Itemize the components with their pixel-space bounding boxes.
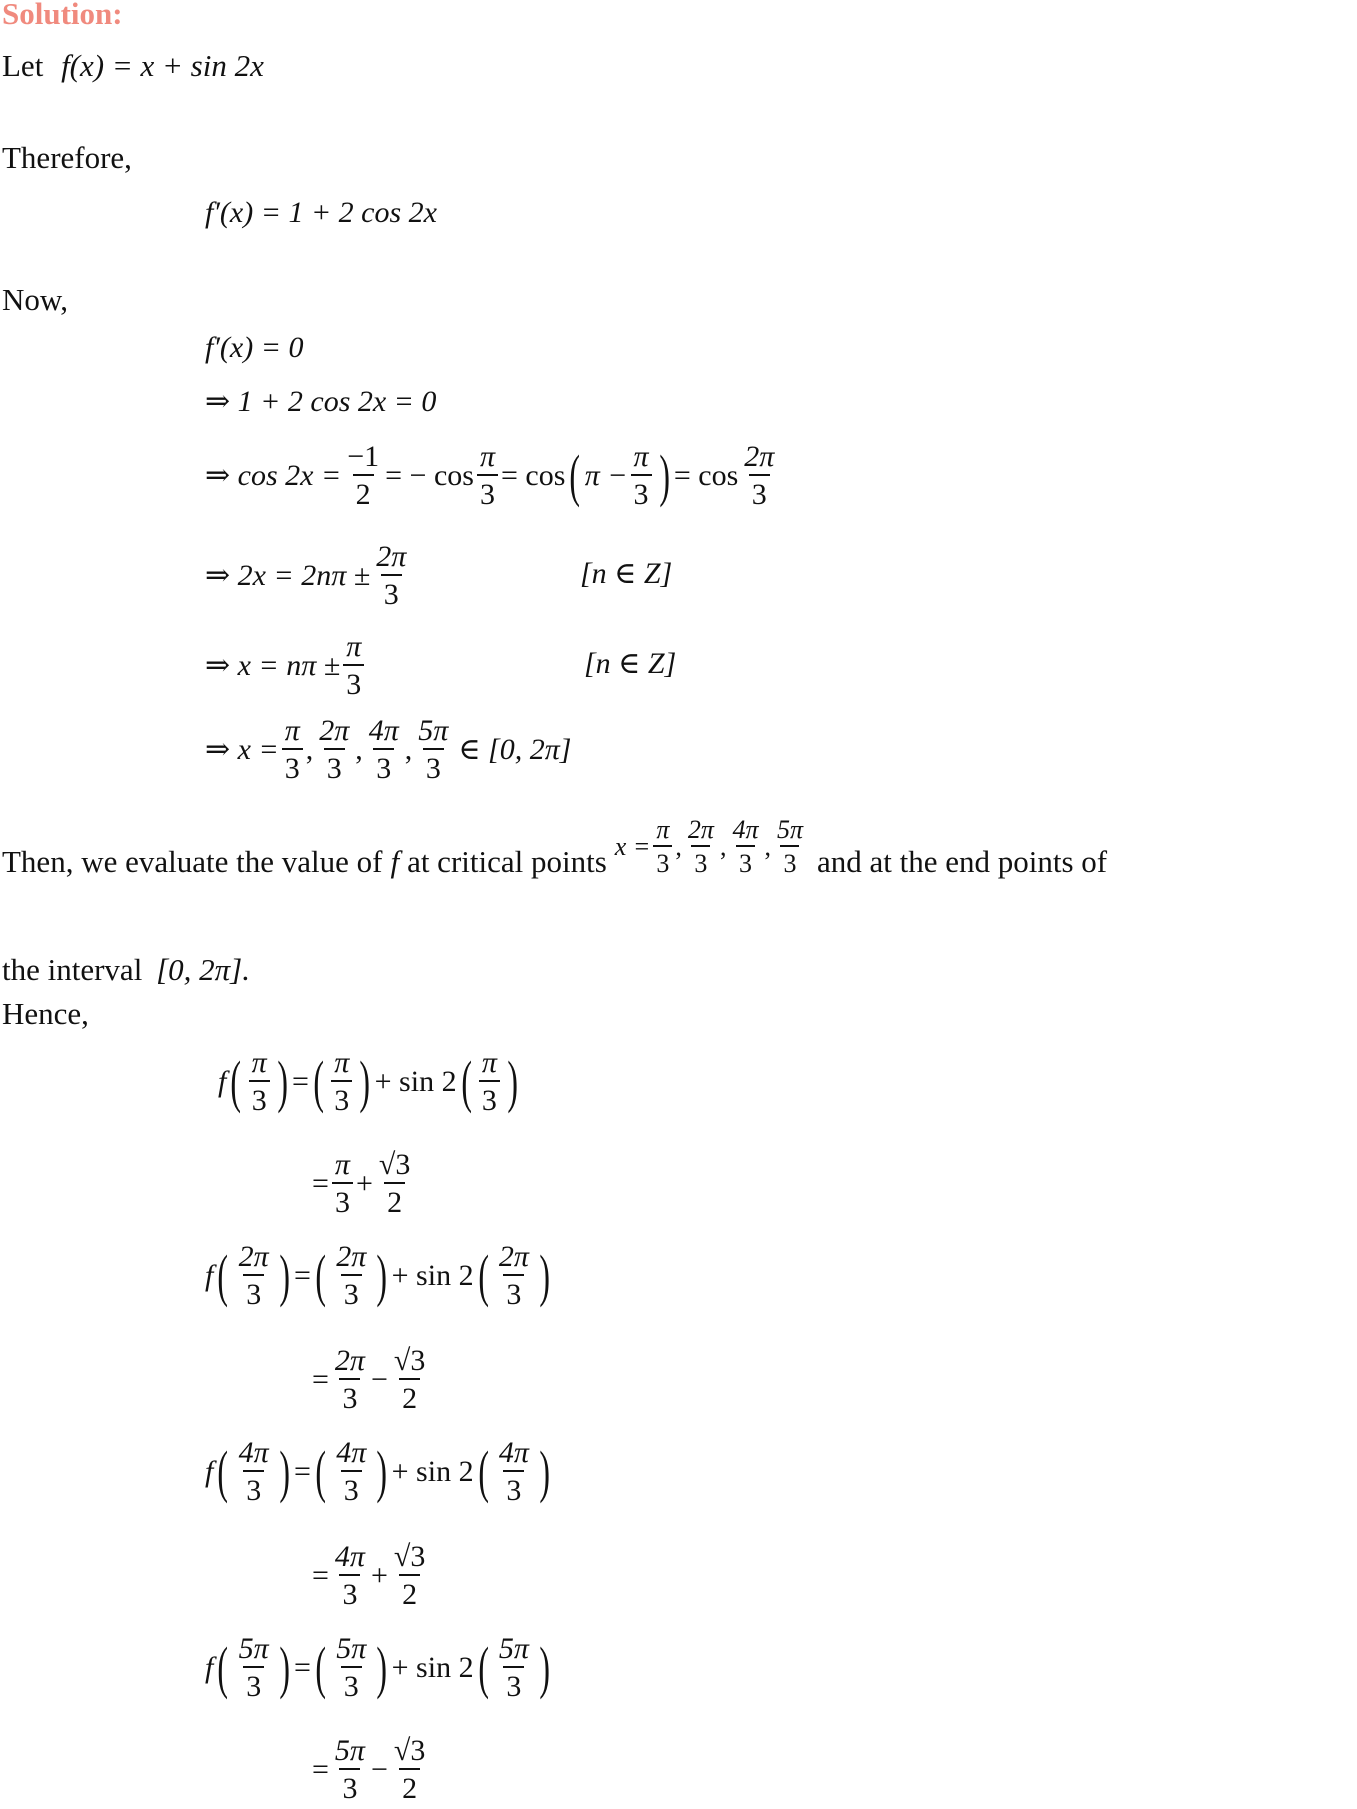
interval-value: [0, 2π]. xyxy=(156,952,250,987)
eval-plus-sin: + sin 2 xyxy=(391,1259,474,1292)
eval-3-definition xyxy=(205,1438,554,1506)
eval-plus-sin: + sin 2 xyxy=(391,1651,474,1684)
step-derivative-zero: f′(x) = 0 xyxy=(205,331,304,364)
fraction xyxy=(236,1634,272,1702)
step5-condition: [n ∈ Z] xyxy=(584,647,677,680)
fraction xyxy=(729,817,761,877)
eval-f: f xyxy=(205,1651,214,1684)
frac-num: √3 xyxy=(393,1734,426,1767)
comma: , xyxy=(764,832,771,861)
right-paren: ) xyxy=(539,1635,550,1700)
frac-num: 2π xyxy=(334,1344,365,1377)
right-paren: ) xyxy=(279,1439,290,1504)
comma: , xyxy=(719,832,727,861)
step-critical-points xyxy=(205,716,571,784)
step6-tail: ∈ [0, 2π] xyxy=(458,733,572,766)
frac-num: √3 xyxy=(393,1540,426,1573)
fraction xyxy=(391,1542,428,1610)
eval-1-result xyxy=(312,1150,416,1218)
eval-sign: − xyxy=(370,1363,388,1396)
frac-num: 4π xyxy=(368,714,399,747)
intro-prefix: Let xyxy=(2,48,44,83)
frac-den: 3 xyxy=(332,1182,353,1218)
frac-num: 2π xyxy=(319,714,350,747)
step3-lead: ⇒ cos 2x = xyxy=(205,459,342,492)
fraction xyxy=(236,1242,272,1310)
frac-den: 2 xyxy=(399,1768,420,1804)
frac-den: 3 xyxy=(341,1470,362,1506)
right-paren: ) xyxy=(507,1049,518,1114)
therefore-label: Therefore, xyxy=(2,140,132,175)
step-general-solution-x xyxy=(205,632,367,700)
frac-den: 3 xyxy=(331,1080,352,1116)
fraction xyxy=(343,632,364,700)
frac-num: 5π xyxy=(334,1734,365,1767)
frac-den: 3 xyxy=(341,1274,362,1310)
fraction xyxy=(415,716,451,784)
frac-den: 3 xyxy=(381,574,402,610)
frac-num: 4π xyxy=(238,1436,269,1469)
comma: , xyxy=(675,832,682,861)
left-paren: ( xyxy=(315,1243,326,1308)
fraction xyxy=(391,1346,428,1414)
step-cos-value xyxy=(205,442,780,510)
left-paren: ( xyxy=(477,1439,489,1504)
fraction xyxy=(477,442,498,510)
frac-num: 5π xyxy=(498,1632,529,1665)
fraction xyxy=(496,1242,532,1310)
frac-den: 2 xyxy=(399,1574,420,1610)
fraction xyxy=(282,716,303,784)
frac-num: π xyxy=(481,1046,497,1079)
eval-f: f xyxy=(205,1455,214,1488)
frac-den: 3 xyxy=(339,1378,360,1414)
eval-eq: = xyxy=(294,1651,311,1684)
hence-label: Hence, xyxy=(2,996,89,1031)
frac-den: 3 xyxy=(243,1274,264,1310)
eval-2-result xyxy=(312,1346,431,1414)
frac-num: √3 xyxy=(378,1148,411,1181)
fraction xyxy=(333,1634,369,1702)
frac-den: 3 xyxy=(653,845,672,877)
frac-num: 5π xyxy=(238,1632,269,1665)
frac-num: π xyxy=(633,440,649,473)
frac-num: π xyxy=(346,630,362,663)
left-paren: ( xyxy=(313,1049,324,1114)
left-paren: ( xyxy=(217,1439,229,1504)
fraction xyxy=(332,1736,368,1804)
right-paren: ) xyxy=(539,1439,550,1504)
fraction xyxy=(653,817,672,877)
fraction xyxy=(344,442,382,510)
eval-eq: = xyxy=(294,1259,311,1292)
right-paren: ) xyxy=(359,1049,371,1114)
frac-den: 3 xyxy=(503,1470,524,1506)
frac-den: 3 xyxy=(503,1666,524,1702)
fraction xyxy=(331,1048,352,1116)
eval-eq: = xyxy=(294,1455,311,1488)
frac-den: 3 xyxy=(423,748,444,784)
frac-den: 3 xyxy=(749,474,770,510)
frac-num: −1 xyxy=(347,440,380,473)
left-paren: ( xyxy=(569,443,581,508)
interval-line xyxy=(2,952,250,988)
then-f: f xyxy=(390,844,400,879)
comma: , xyxy=(355,733,363,766)
frac-den: 3 xyxy=(341,1666,362,1702)
eval-sign: + xyxy=(370,1559,388,1592)
eval-f: f xyxy=(205,1259,214,1292)
fraction xyxy=(741,442,777,510)
eval-plus-sin: + sin 2 xyxy=(391,1455,474,1488)
right-paren: ) xyxy=(376,1635,388,1700)
left-paren: ( xyxy=(217,1635,229,1700)
step-general-solution-2x xyxy=(205,542,412,610)
fraction xyxy=(479,1048,500,1116)
comma: , xyxy=(305,733,314,766)
frac-num: 4π xyxy=(732,815,759,844)
step4-lead: ⇒ 2x = 2nπ ± xyxy=(205,559,371,592)
frac-num: 2π xyxy=(336,1240,367,1273)
frac-den: 3 xyxy=(736,845,755,877)
interval-text: the interval xyxy=(2,952,143,987)
frac-den: 3 xyxy=(249,1080,270,1116)
eval-f: f xyxy=(218,1065,227,1098)
frac-num: π xyxy=(251,1046,267,1079)
eval-sign: − xyxy=(370,1753,388,1786)
now-label: Now, xyxy=(2,282,69,317)
frac-den: 3 xyxy=(631,474,652,510)
right-paren: ) xyxy=(376,1439,388,1504)
frac-num: 2π xyxy=(376,540,407,573)
derivative-equation: f′(x) = 1 + 2 cos 2x xyxy=(205,196,437,229)
frac-den: 3 xyxy=(243,1666,264,1702)
left-paren: ( xyxy=(477,1243,489,1308)
fraction xyxy=(333,1242,369,1310)
then-part3: and at the end points of xyxy=(817,844,1108,879)
fraction xyxy=(631,442,652,510)
frac-den: 3 xyxy=(282,748,303,784)
frac-den: 3 xyxy=(503,1274,524,1310)
eval-2-definition xyxy=(205,1242,554,1310)
intro-function-def: f(x) = x + sin 2x xyxy=(61,48,264,83)
frac-num: 5π xyxy=(418,714,449,747)
then-part1: Then, we evaluate the value of xyxy=(2,844,383,879)
step3-mid3: = cos xyxy=(673,459,739,492)
step3-paren-lead: π − xyxy=(584,459,628,492)
then-critical-points xyxy=(615,817,809,877)
frac-num: 2π xyxy=(744,440,775,473)
eval-eq: = xyxy=(312,1559,329,1592)
step6-lead: ⇒ x = xyxy=(205,733,279,766)
right-paren: ) xyxy=(277,1049,288,1114)
fraction xyxy=(333,1438,369,1506)
frac-den: 3 xyxy=(243,1470,264,1506)
frac-den: 3 xyxy=(339,1574,360,1610)
fraction xyxy=(685,817,717,877)
fraction xyxy=(332,1542,368,1610)
step3-mid1: = − cos xyxy=(385,459,474,492)
fraction xyxy=(332,1346,368,1414)
intro-line xyxy=(2,48,264,84)
frac-den: 3 xyxy=(343,664,364,700)
frac-den: 3 xyxy=(339,1768,360,1804)
fraction xyxy=(496,1634,532,1702)
fraction xyxy=(496,1438,532,1506)
frac-num: π xyxy=(334,1046,350,1079)
comma: , xyxy=(404,733,413,766)
fraction xyxy=(373,542,409,610)
left-paren: ( xyxy=(217,1243,229,1308)
frac-den: 3 xyxy=(373,748,394,784)
frac-den: 3 xyxy=(479,1080,500,1116)
frac-num: π xyxy=(284,714,300,747)
frac-num: π xyxy=(656,815,670,844)
frac-num: 2π xyxy=(498,1240,529,1273)
frac-num: 2π xyxy=(238,1240,269,1273)
fraction xyxy=(376,1150,413,1218)
eval-eq: = xyxy=(312,1753,329,1786)
step-cos-equation: ⇒ 1 + 2 cos 2x = 0 xyxy=(205,385,437,418)
frac-den: 3 xyxy=(324,748,345,784)
fraction xyxy=(774,817,806,877)
fraction xyxy=(332,1150,353,1218)
frac-den: 3 xyxy=(477,474,498,510)
right-paren: ) xyxy=(376,1243,388,1308)
fraction xyxy=(366,716,402,784)
step5-lead: ⇒ x = nπ ± xyxy=(205,649,341,682)
frac-num: 4π xyxy=(334,1540,365,1573)
eval-4-result xyxy=(312,1736,431,1804)
step3-mid2: = cos xyxy=(500,459,566,492)
eval-eq: = xyxy=(312,1363,329,1396)
eval-3-result xyxy=(312,1542,431,1610)
then-part2: at critical points xyxy=(407,844,607,879)
frac-num: π xyxy=(479,440,495,473)
frac-den: 2 xyxy=(399,1378,420,1414)
solution-heading: Solution: xyxy=(2,0,123,31)
left-paren: ( xyxy=(315,1635,326,1700)
right-paren: ) xyxy=(658,443,670,508)
eval-eq: = xyxy=(312,1167,329,1200)
left-paren: ( xyxy=(230,1049,242,1114)
fraction xyxy=(249,1048,270,1116)
frac-num: 5π xyxy=(776,815,803,844)
frac-den: 2 xyxy=(384,1182,405,1218)
then-xeq: x = xyxy=(614,832,651,861)
eval-plus-sin: + sin 2 xyxy=(374,1065,457,1098)
frac-den: 3 xyxy=(780,845,799,877)
step4-condition: [n ∈ Z] xyxy=(580,557,673,590)
eval-eq: = xyxy=(292,1065,309,1098)
right-paren: ) xyxy=(539,1243,550,1308)
left-paren: ( xyxy=(315,1439,326,1504)
frac-num: 4π xyxy=(336,1436,367,1469)
right-paren: ) xyxy=(279,1635,290,1700)
right-paren: ) xyxy=(279,1243,290,1308)
fraction xyxy=(391,1736,428,1804)
fraction xyxy=(316,716,352,784)
left-paren: ( xyxy=(460,1049,472,1114)
eval-sign: + xyxy=(355,1167,373,1200)
frac-num: 5π xyxy=(336,1632,367,1665)
frac-den: 3 xyxy=(691,845,710,877)
frac-num: √3 xyxy=(393,1344,426,1377)
eval-1-definition xyxy=(218,1048,522,1116)
left-paren: ( xyxy=(477,1635,489,1700)
frac-num: π xyxy=(334,1148,350,1181)
frac-num: 2π xyxy=(687,815,714,844)
fraction xyxy=(236,1438,272,1506)
frac-num: 4π xyxy=(498,1436,529,1469)
frac-den: 2 xyxy=(353,474,374,510)
eval-4-definition xyxy=(205,1634,554,1702)
